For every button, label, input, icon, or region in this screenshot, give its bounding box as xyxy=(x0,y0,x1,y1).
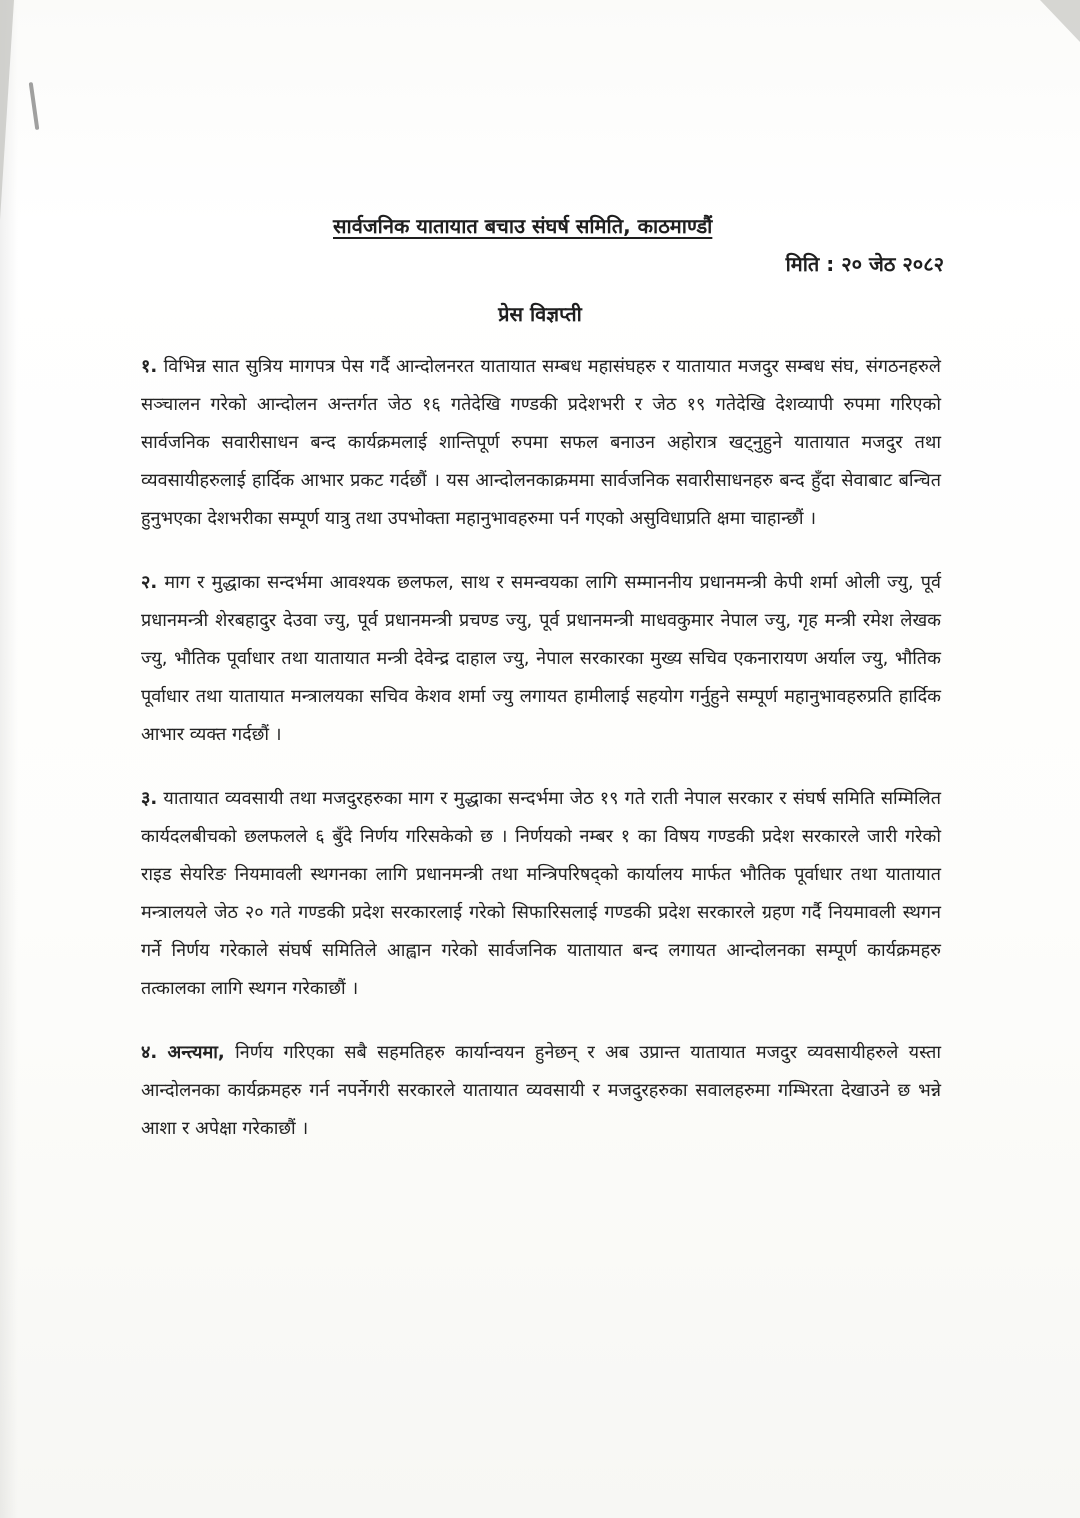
paragraph-number: ३. xyxy=(141,788,158,809)
document-date: मिति : २० जेठ २०८२ xyxy=(785,252,944,276)
organization-name: सार्वजनिक यातायात बचाउ संघर्ष समिति, काठमाण्डौं xyxy=(333,214,713,238)
paragraph-4 xyxy=(141,1034,941,1148)
paragraph-text: माग र मुद्धाका सन्दर्भमा आवश्यक छलफल, साथ र समन्वयका लागि सम्माननीय प्रधानमन्त्री केपी शर्मा ओली ज्यु, पूर्व प्रधानमन्त्री शेरबहादुर देउवा ज्यु, पूर्व प्रधानमन्त्री प्रचण्ड ज्यु, पूर्व प्रधानमन्त्री माधवकुमार नेपाल ज्यु, गृह मन्त्री रमेश लेखक ज्यु, भौतिक पूर्वाधार तथा यातायात मन्त्री देवेन्द्र दाहाल ज्यु, नेपाल सरकारका मुख्य सचिव एकनारायण अर्याल ज्यु, भौतिक पूर्वाधार तथा यातायात मन्त्रालयका सचिव केशव शर्मा ज्यु लगायत हामीलाई सहयोग गर्नुहुने सम्पूर्ण महानुभावहरुप्रति हार्दिक आभार व्यक्त गर्दछौं । xyxy=(141,572,941,745)
paragraph-text: यातायात व्यवसायी तथा मजदुरहरुका माग र मुद्धाका सन्दर्भमा जेठ १९ गते राती नेपाल सरकार र संघर्ष समिति सम्मिलित कार्यदलबीचको छलफलले ६ बुँदे निर्णय गरिसकेको छ । निर्णयको नम्बर १ का विषय गण्डकी प्रदेश सरकारले जारी गरेको राइड सेयरिङ नियमावली स्थगनका लागि प्रधानमन्त्री तथा मन्त्रिपरिषद्को कार्यालय मार्फत भौतिक पूर्वाधार तथा यातायात मन्त्रालयले जेठ २० गते गण्डकी प्रदेश सरकारलाई गरेको सिफारिसलाई गण्डकी प्रदेश सरकारले ग्रहण गर्दै नियमावली स्थगन गर्ने निर्णय गरेकाले संघर्ष समितिले आह्वान गरेको सार्वजनिक यातायात बन्द लगायत आन्दोलनका सम्पूर्ण कार्यक्रमहरु तत्कालका लागि स्थगन गरेकाछौं । xyxy=(141,788,941,999)
page-corner-right xyxy=(1040,0,1080,42)
pen-mark xyxy=(29,82,40,130)
press-release-title: प्रेस विज्ञप्ती xyxy=(498,302,582,326)
paragraph-number: ४. xyxy=(141,1042,158,1063)
paragraph-2 xyxy=(141,564,941,754)
paragraph-1 xyxy=(141,348,941,538)
page-edge-shadow xyxy=(0,0,18,1518)
paragraph-text: निर्णय गरिएका सबै सहमतिहरु कार्यान्वयन हुनेछन् र अब उप्रान्त यातायात मजदुर व्यवसायीहरुले यस्ता आन्दोलनका कार्यक्रमहरु गर्न नपर्नेगरी सरकारले यातायात व्यवसायी र मजदुरहरुका सवालहरुमा गम्भिरता देखाउने छ भन्ने आशा र अपेक्षा गरेकाछौं । xyxy=(141,1042,941,1139)
paragraph-text: विभिन्न सात सुत्रिय मागपत्र पेस गर्दै आन्दोलनरत यातायात सम्बध महासंघहरु र यातायात मजदुर सम्बध संघ, संगठनहरुले सञ्चालन गरेको आन्दोलन अन्तर्गत जेठ १६ गतेदेखि गण्डकी प्रदेशभरी र जेठ १९ गतेदेखि देशव्यापी रुपमा गरिएको सार्वजनिक सवारीसाधन बन्द कार्यक्रमलाई शान्तिपूर्ण रुपमा सफल बनाउन अहोरात्र खट्नुहुने यातायात मजदुर तथा व्यवसायीहरुलाई हार्दिक आभार प्रकट गर्दछौं । यस आन्दोलनकाक्रममा सार्वजनिक सवारीसाधनहरु बन्द हुँदा सेवाबाट बन्चित हुनुभएका देशभरीका सम्पूर्ण यात्रु तथा उपभोक्ता महानुभावहरुमा पर्न गएको असुविधाप्रति क्षमा चाहान्छौं । xyxy=(141,356,941,529)
press-release-body xyxy=(141,348,941,1174)
paragraph-number: १. xyxy=(141,356,158,377)
paragraph-number: २. xyxy=(141,572,158,593)
paragraph-lead: अन्त्यमा, xyxy=(167,1042,225,1063)
page-corner-left xyxy=(0,0,14,220)
paragraph-3 xyxy=(141,780,941,1008)
